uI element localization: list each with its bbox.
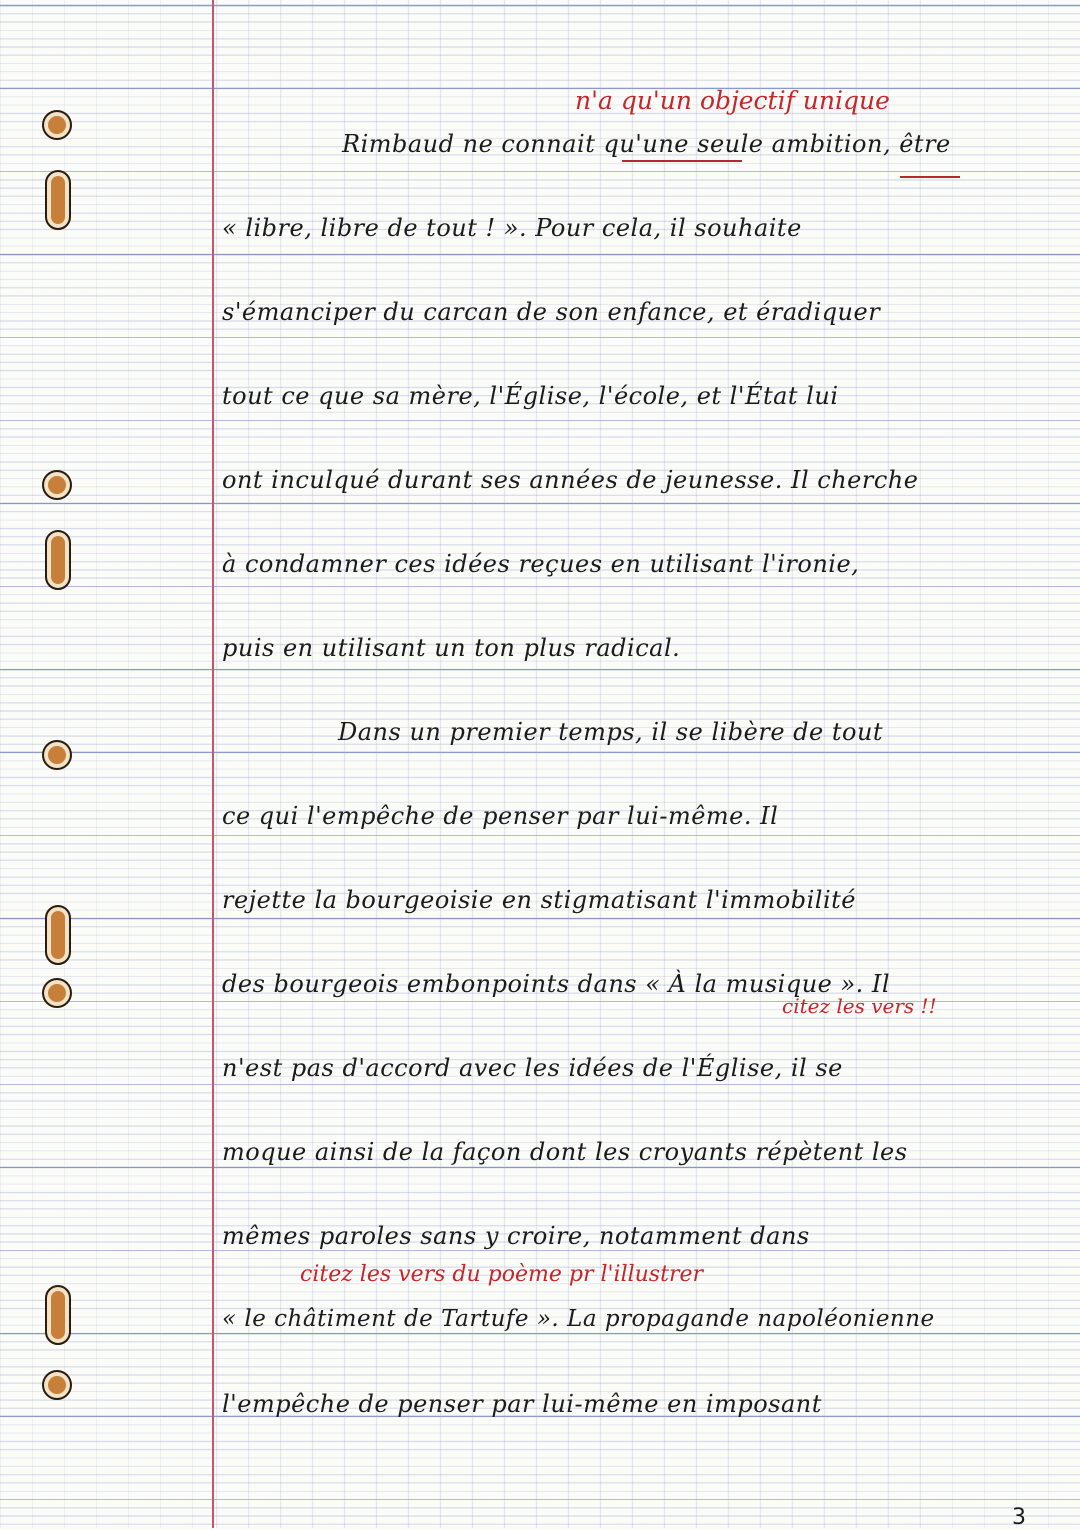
text-line: puis en utilisant un ton plus radical. — [222, 634, 681, 662]
binder-hole — [45, 1285, 71, 1345]
text-line: tout ce que sa mère, l'Église, l'école, et l'État lui — [222, 382, 839, 410]
binder-hole — [42, 978, 72, 1008]
binder-hole — [42, 1370, 72, 1400]
text-line: mêmes paroles sans y croire, notamment dans — [222, 1222, 810, 1250]
binder-hole — [42, 740, 72, 770]
text-line: des bourgeois embonpoints dans « À la musique ». Il — [222, 970, 891, 998]
correction-underline — [622, 160, 742, 162]
page-number: 3 — [1012, 1505, 1026, 1530]
text-line: rejette la bourgeoisie en stigmatisant l'immobilité — [222, 886, 856, 914]
correction-underline — [900, 176, 960, 178]
binder-hole — [45, 170, 71, 230]
binder-hole — [42, 470, 72, 500]
teacher-correction: citez les vers !! — [782, 994, 937, 1018]
binder-hole — [45, 530, 71, 590]
teacher-correction: n'a qu'un objectif unique — [575, 86, 890, 115]
text-line: ont inculqué durant ses années de jeunesse. Il cherche — [222, 466, 919, 494]
teacher-correction: citez les vers du poème pr l'illustrer — [300, 1262, 703, 1287]
text-line: n'est pas d'accord avec les idées de l'Église, il se — [222, 1054, 843, 1082]
text-line: Dans un premier temps, il se libère de tout — [338, 718, 884, 746]
text-line: s'émanciper du carcan de son enfance, et éradiquer — [222, 298, 881, 326]
text-line: à condamner ces idées reçues en utilisant l'ironie, — [222, 550, 860, 578]
binder-hole — [45, 905, 71, 965]
text-line: l'empêche de penser par lui-même en imposant — [222, 1390, 822, 1418]
binder-hole — [42, 110, 72, 140]
text-line: ce qui l'empêche de penser par lui-même. Il — [222, 802, 779, 830]
text-line: Rimbaud ne connait qu'une seule ambition, être — [342, 130, 951, 158]
text-line: « le châtiment de Tartufe ». La propagande napoléonienne — [222, 1306, 935, 1332]
text-line: « libre, libre de tout ! ». Pour cela, il souhaite — [222, 214, 802, 242]
text-line: moque ainsi de la façon dont les croyants répètent les — [222, 1138, 908, 1166]
margin-line — [212, 0, 214, 1528]
